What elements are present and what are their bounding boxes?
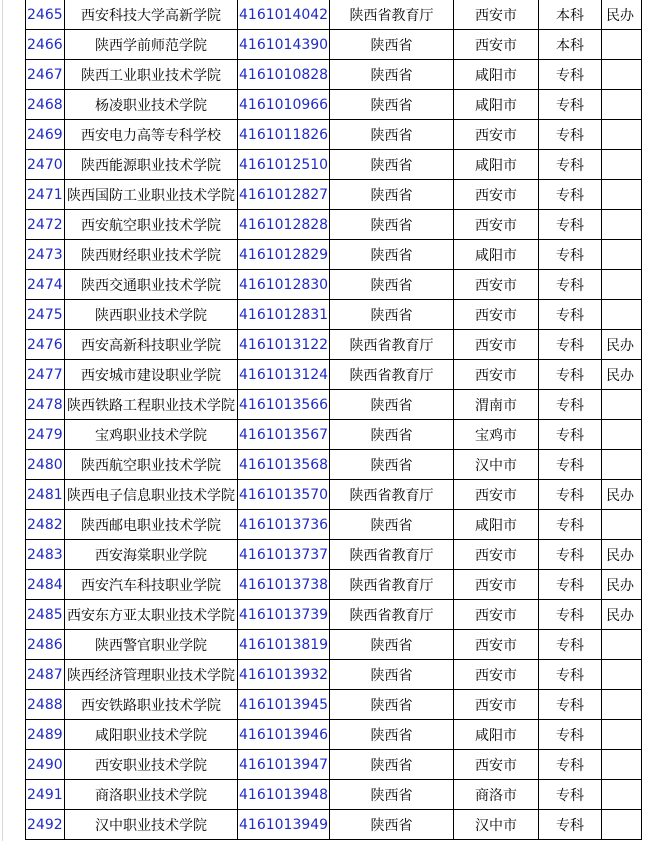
level-cell: 专科 bbox=[539, 630, 602, 660]
row-number-cell: 2473 bbox=[26, 240, 65, 270]
level-cell: 专科 bbox=[539, 150, 602, 180]
authority-cell: 陕西省 bbox=[330, 300, 454, 330]
school-code-cell: 4161012827 bbox=[238, 180, 330, 210]
table-row bbox=[26, 120, 642, 150]
authority-cell: 陕西省教育厅 bbox=[330, 600, 454, 630]
school-name-cell: 西安海棠职业学院 bbox=[65, 540, 238, 570]
city-cell: 咸阳市 bbox=[454, 720, 539, 750]
level-cell: 专科 bbox=[539, 330, 602, 360]
school-type-cell bbox=[602, 150, 642, 180]
school-code-cell: 4161013570 bbox=[238, 480, 330, 510]
school-code-cell: 4161012830 bbox=[238, 270, 330, 300]
level-cell: 本科 bbox=[539, 30, 602, 60]
city-cell: 咸阳市 bbox=[454, 150, 539, 180]
authority-cell: 陕西省 bbox=[330, 510, 454, 540]
table-row bbox=[26, 240, 642, 270]
table-row bbox=[26, 330, 642, 360]
city-cell: 宝鸡市 bbox=[454, 420, 539, 450]
level-cell: 专科 bbox=[539, 270, 602, 300]
authority-cell: 陕西省 bbox=[330, 390, 454, 420]
table-row bbox=[26, 810, 642, 840]
authority-cell: 陕西省教育厅 bbox=[330, 330, 454, 360]
level-cell: 专科 bbox=[539, 690, 602, 720]
school-type-cell bbox=[602, 180, 642, 210]
row-number-cell: 2488 bbox=[26, 690, 65, 720]
school-type-cell bbox=[602, 690, 642, 720]
city-cell: 西安市 bbox=[454, 360, 539, 390]
level-cell: 专科 bbox=[539, 540, 602, 570]
city-cell: 咸阳市 bbox=[454, 90, 539, 120]
city-cell: 西安市 bbox=[454, 750, 539, 780]
level-cell: 专科 bbox=[539, 750, 602, 780]
row-number-cell: 2469 bbox=[26, 120, 65, 150]
school-name-cell: 西安高新科技职业学院 bbox=[65, 330, 238, 360]
authority-cell: 陕西省 bbox=[330, 420, 454, 450]
authority-cell: 陕西省 bbox=[330, 240, 454, 270]
school-name-cell: 陕西经济管理职业技术学院 bbox=[65, 660, 238, 690]
authority-cell: 陕西省 bbox=[330, 90, 454, 120]
authority-cell: 陕西省 bbox=[330, 180, 454, 210]
authority-cell: 陕西省 bbox=[330, 630, 454, 660]
school-code-cell: 4161013124 bbox=[238, 360, 330, 390]
authority-cell: 陕西省 bbox=[330, 270, 454, 300]
school-type-cell bbox=[602, 510, 642, 540]
table-row bbox=[26, 150, 642, 180]
school-code-cell: 4161013566 bbox=[238, 390, 330, 420]
city-cell: 西安市 bbox=[454, 600, 539, 630]
level-cell: 专科 bbox=[539, 600, 602, 630]
school-name-cell: 陕西工业职业技术学院 bbox=[65, 60, 238, 90]
school-code-cell: 4161013948 bbox=[238, 780, 330, 810]
authority-cell: 陕西省教育厅 bbox=[330, 480, 454, 510]
school-name-cell: 陕西邮电职业技术学院 bbox=[65, 510, 238, 540]
school-name-cell: 陕西铁路工程职业技术学院 bbox=[65, 390, 238, 420]
table-row bbox=[26, 780, 642, 810]
school-code-cell: 4161010966 bbox=[238, 90, 330, 120]
school-name-cell: 西安铁路职业技术学院 bbox=[65, 690, 238, 720]
school-type-cell bbox=[602, 270, 642, 300]
city-cell: 西安市 bbox=[454, 270, 539, 300]
school-code-cell: 4161013122 bbox=[238, 330, 330, 360]
table-row bbox=[26, 90, 642, 120]
school-type-cell: 民办 bbox=[602, 600, 642, 630]
table-row bbox=[26, 390, 642, 420]
city-cell: 西安市 bbox=[454, 690, 539, 720]
row-number-cell: 2484 bbox=[26, 570, 65, 600]
school-code-cell: 4161012510 bbox=[238, 150, 330, 180]
row-number-cell: 2478 bbox=[26, 390, 65, 420]
school-type-cell bbox=[602, 450, 642, 480]
school-name-cell: 陕西财经职业技术学院 bbox=[65, 240, 238, 270]
school-code-cell: 4161013737 bbox=[238, 540, 330, 570]
school-name-cell: 陕西电子信息职业技术学院 bbox=[65, 480, 238, 510]
row-number-cell: 2468 bbox=[26, 90, 65, 120]
school-code-cell: 4161013568 bbox=[238, 450, 330, 480]
school-code-cell: 4161014042 bbox=[238, 0, 330, 30]
table-row bbox=[26, 480, 642, 510]
level-cell: 专科 bbox=[539, 480, 602, 510]
city-cell: 渭南市 bbox=[454, 390, 539, 420]
school-type-cell bbox=[602, 780, 642, 810]
level-cell: 专科 bbox=[539, 120, 602, 150]
school-code-cell: 4161010828 bbox=[238, 60, 330, 90]
level-cell: 本科 bbox=[539, 0, 602, 30]
city-cell: 咸阳市 bbox=[454, 60, 539, 90]
authority-cell: 陕西省教育厅 bbox=[330, 540, 454, 570]
level-cell: 专科 bbox=[539, 360, 602, 390]
school-name-cell: 西安东方亚太职业技术学院 bbox=[65, 600, 238, 630]
row-number-cell: 2480 bbox=[26, 450, 65, 480]
city-cell: 西安市 bbox=[454, 0, 539, 30]
school-type-cell bbox=[602, 30, 642, 60]
city-cell: 西安市 bbox=[454, 180, 539, 210]
level-cell: 专科 bbox=[539, 570, 602, 600]
school-name-cell: 汉中职业技术学院 bbox=[65, 810, 238, 840]
school-code-cell: 4161013738 bbox=[238, 570, 330, 600]
school-name-cell: 西安汽车科技职业学院 bbox=[65, 570, 238, 600]
level-cell: 专科 bbox=[539, 240, 602, 270]
authority-cell: 陕西省教育厅 bbox=[330, 0, 454, 30]
school-type-cell bbox=[602, 300, 642, 330]
school-code-cell: 4161011826 bbox=[238, 120, 330, 150]
school-type-cell: 民办 bbox=[602, 330, 642, 360]
school-code-cell: 4161012831 bbox=[238, 300, 330, 330]
school-code-cell: 4161013947 bbox=[238, 750, 330, 780]
level-cell: 专科 bbox=[539, 90, 602, 120]
school-type-cell: 民办 bbox=[602, 360, 642, 390]
school-type-cell bbox=[602, 390, 642, 420]
row-number-cell: 2483 bbox=[26, 540, 65, 570]
level-cell: 专科 bbox=[539, 180, 602, 210]
table-row bbox=[26, 750, 642, 780]
school-code-cell: 4161012828 bbox=[238, 210, 330, 240]
school-code-cell: 4161013736 bbox=[238, 510, 330, 540]
school-type-cell bbox=[602, 810, 642, 840]
school-name-cell: 西安城市建设职业学院 bbox=[65, 360, 238, 390]
authority-cell: 陕西省 bbox=[330, 450, 454, 480]
row-number-cell: 2471 bbox=[26, 180, 65, 210]
table-row bbox=[26, 360, 642, 390]
authority-cell: 陕西省 bbox=[330, 690, 454, 720]
table-row bbox=[26, 420, 642, 450]
school-name-cell: 陕西交通职业技术学院 bbox=[65, 270, 238, 300]
school-name-cell: 西安电力高等专科学校 bbox=[65, 120, 238, 150]
school-type-cell bbox=[602, 720, 642, 750]
school-name-cell: 陕西能源职业技术学院 bbox=[65, 150, 238, 180]
table-row bbox=[26, 60, 642, 90]
school-type-cell bbox=[602, 60, 642, 90]
school-code-cell: 4161013945 bbox=[238, 690, 330, 720]
city-cell: 西安市 bbox=[454, 660, 539, 690]
city-cell: 西安市 bbox=[454, 210, 539, 240]
city-cell: 咸阳市 bbox=[454, 240, 539, 270]
level-cell: 专科 bbox=[539, 210, 602, 240]
school-code-cell: 4161013819 bbox=[238, 630, 330, 660]
row-number-cell: 2472 bbox=[26, 210, 65, 240]
school-type-cell: 民办 bbox=[602, 480, 642, 510]
table-row bbox=[26, 570, 642, 600]
table-row bbox=[26, 30, 642, 60]
school-name-cell: 陕西职业技术学院 bbox=[65, 300, 238, 330]
school-type-cell bbox=[602, 90, 642, 120]
table-row bbox=[26, 630, 642, 660]
school-code-cell: 4161013739 bbox=[238, 600, 330, 630]
school-name-cell: 宝鸡职业技术学院 bbox=[65, 420, 238, 450]
table-row bbox=[26, 690, 642, 720]
row-number-cell: 2479 bbox=[26, 420, 65, 450]
table-row bbox=[26, 210, 642, 240]
school-code-cell: 4161012829 bbox=[238, 240, 330, 270]
table-row bbox=[26, 450, 642, 480]
city-cell: 汉中市 bbox=[454, 450, 539, 480]
row-number-cell: 2482 bbox=[26, 510, 65, 540]
row-number-cell: 2467 bbox=[26, 60, 65, 90]
city-cell: 商洛市 bbox=[454, 780, 539, 810]
table-row bbox=[26, 720, 642, 750]
level-cell: 专科 bbox=[539, 60, 602, 90]
school-name-cell: 杨凌职业技术学院 bbox=[65, 90, 238, 120]
school-type-cell bbox=[602, 750, 642, 780]
school-name-cell: 陕西学前师范学院 bbox=[65, 30, 238, 60]
table-row bbox=[26, 270, 642, 300]
authority-cell: 陕西省教育厅 bbox=[330, 360, 454, 390]
school-type-cell: 民办 bbox=[602, 570, 642, 600]
row-number-cell: 2492 bbox=[26, 810, 65, 840]
school-name-cell: 商洛职业技术学院 bbox=[65, 780, 238, 810]
row-number-cell: 2490 bbox=[26, 750, 65, 780]
page-left-border bbox=[2, 0, 3, 841]
school-type-cell bbox=[602, 660, 642, 690]
authority-cell: 陕西省 bbox=[330, 750, 454, 780]
city-cell: 西安市 bbox=[454, 540, 539, 570]
level-cell: 专科 bbox=[539, 720, 602, 750]
row-number-cell: 2485 bbox=[26, 600, 65, 630]
school-code-cell: 4161013932 bbox=[238, 660, 330, 690]
row-number-cell: 2466 bbox=[26, 30, 65, 60]
authority-cell: 陕西省 bbox=[330, 660, 454, 690]
school-name-cell: 西安职业技术学院 bbox=[65, 750, 238, 780]
school-name-cell: 西安科技大学高新学院 bbox=[65, 0, 238, 30]
city-cell: 咸阳市 bbox=[454, 510, 539, 540]
school-type-cell: 民办 bbox=[602, 0, 642, 30]
authority-cell: 陕西省 bbox=[330, 120, 454, 150]
table-body bbox=[26, 0, 642, 840]
table-row bbox=[26, 510, 642, 540]
row-number-cell: 2486 bbox=[26, 630, 65, 660]
school-type-cell: 民办 bbox=[602, 540, 642, 570]
authority-cell: 陕西省 bbox=[330, 780, 454, 810]
level-cell: 专科 bbox=[539, 450, 602, 480]
school-code-cell: 4161013946 bbox=[238, 720, 330, 750]
row-number-cell: 2475 bbox=[26, 300, 65, 330]
table-row bbox=[26, 600, 642, 630]
school-code-cell: 4161013567 bbox=[238, 420, 330, 450]
row-number-cell: 2481 bbox=[26, 480, 65, 510]
row-number-cell: 2474 bbox=[26, 270, 65, 300]
city-cell: 西安市 bbox=[454, 120, 539, 150]
school-type-cell bbox=[602, 420, 642, 450]
school-type-cell bbox=[602, 240, 642, 270]
city-cell: 西安市 bbox=[454, 300, 539, 330]
school-name-cell: 西安航空职业技术学院 bbox=[65, 210, 238, 240]
row-number-cell: 2491 bbox=[26, 780, 65, 810]
authority-cell: 陕西省 bbox=[330, 720, 454, 750]
city-cell: 汉中市 bbox=[454, 810, 539, 840]
school-name-cell: 咸阳职业技术学院 bbox=[65, 720, 238, 750]
authority-cell: 陕西省 bbox=[330, 210, 454, 240]
authority-cell: 陕西省 bbox=[330, 150, 454, 180]
school-type-cell bbox=[602, 630, 642, 660]
level-cell: 专科 bbox=[539, 660, 602, 690]
school-name-cell: 陕西国防工业职业技术学院 bbox=[65, 180, 238, 210]
level-cell: 专科 bbox=[539, 810, 602, 840]
authority-cell: 陕西省 bbox=[330, 60, 454, 90]
city-cell: 西安市 bbox=[454, 30, 539, 60]
school-name-cell: 陕西警官职业学院 bbox=[65, 630, 238, 660]
table-row bbox=[26, 660, 642, 690]
city-cell: 西安市 bbox=[454, 570, 539, 600]
table-row bbox=[26, 0, 642, 30]
table-row bbox=[26, 180, 642, 210]
row-number-cell: 2477 bbox=[26, 360, 65, 390]
authority-cell: 陕西省教育厅 bbox=[330, 570, 454, 600]
row-number-cell: 2487 bbox=[26, 660, 65, 690]
level-cell: 专科 bbox=[539, 390, 602, 420]
level-cell: 专科 bbox=[539, 300, 602, 330]
row-number-cell: 2470 bbox=[26, 150, 65, 180]
city-cell: 西安市 bbox=[454, 630, 539, 660]
row-number-cell: 2489 bbox=[26, 720, 65, 750]
row-number-cell: 2465 bbox=[26, 0, 65, 30]
school-code-cell: 4161014390 bbox=[238, 30, 330, 60]
city-cell: 西安市 bbox=[454, 480, 539, 510]
school-code-cell: 4161013949 bbox=[238, 810, 330, 840]
school-type-cell bbox=[602, 120, 642, 150]
school-type-cell bbox=[602, 210, 642, 240]
table-row bbox=[26, 540, 642, 570]
city-cell: 西安市 bbox=[454, 330, 539, 360]
school-name-cell: 陕西航空职业技术学院 bbox=[65, 450, 238, 480]
table-row bbox=[26, 300, 642, 330]
level-cell: 专科 bbox=[539, 510, 602, 540]
authority-cell: 陕西省 bbox=[330, 30, 454, 60]
row-number-cell: 2476 bbox=[26, 330, 65, 360]
authority-cell: 陕西省 bbox=[330, 810, 454, 840]
university-table bbox=[25, 0, 642, 840]
level-cell: 专科 bbox=[539, 420, 602, 450]
level-cell: 专科 bbox=[539, 780, 602, 810]
